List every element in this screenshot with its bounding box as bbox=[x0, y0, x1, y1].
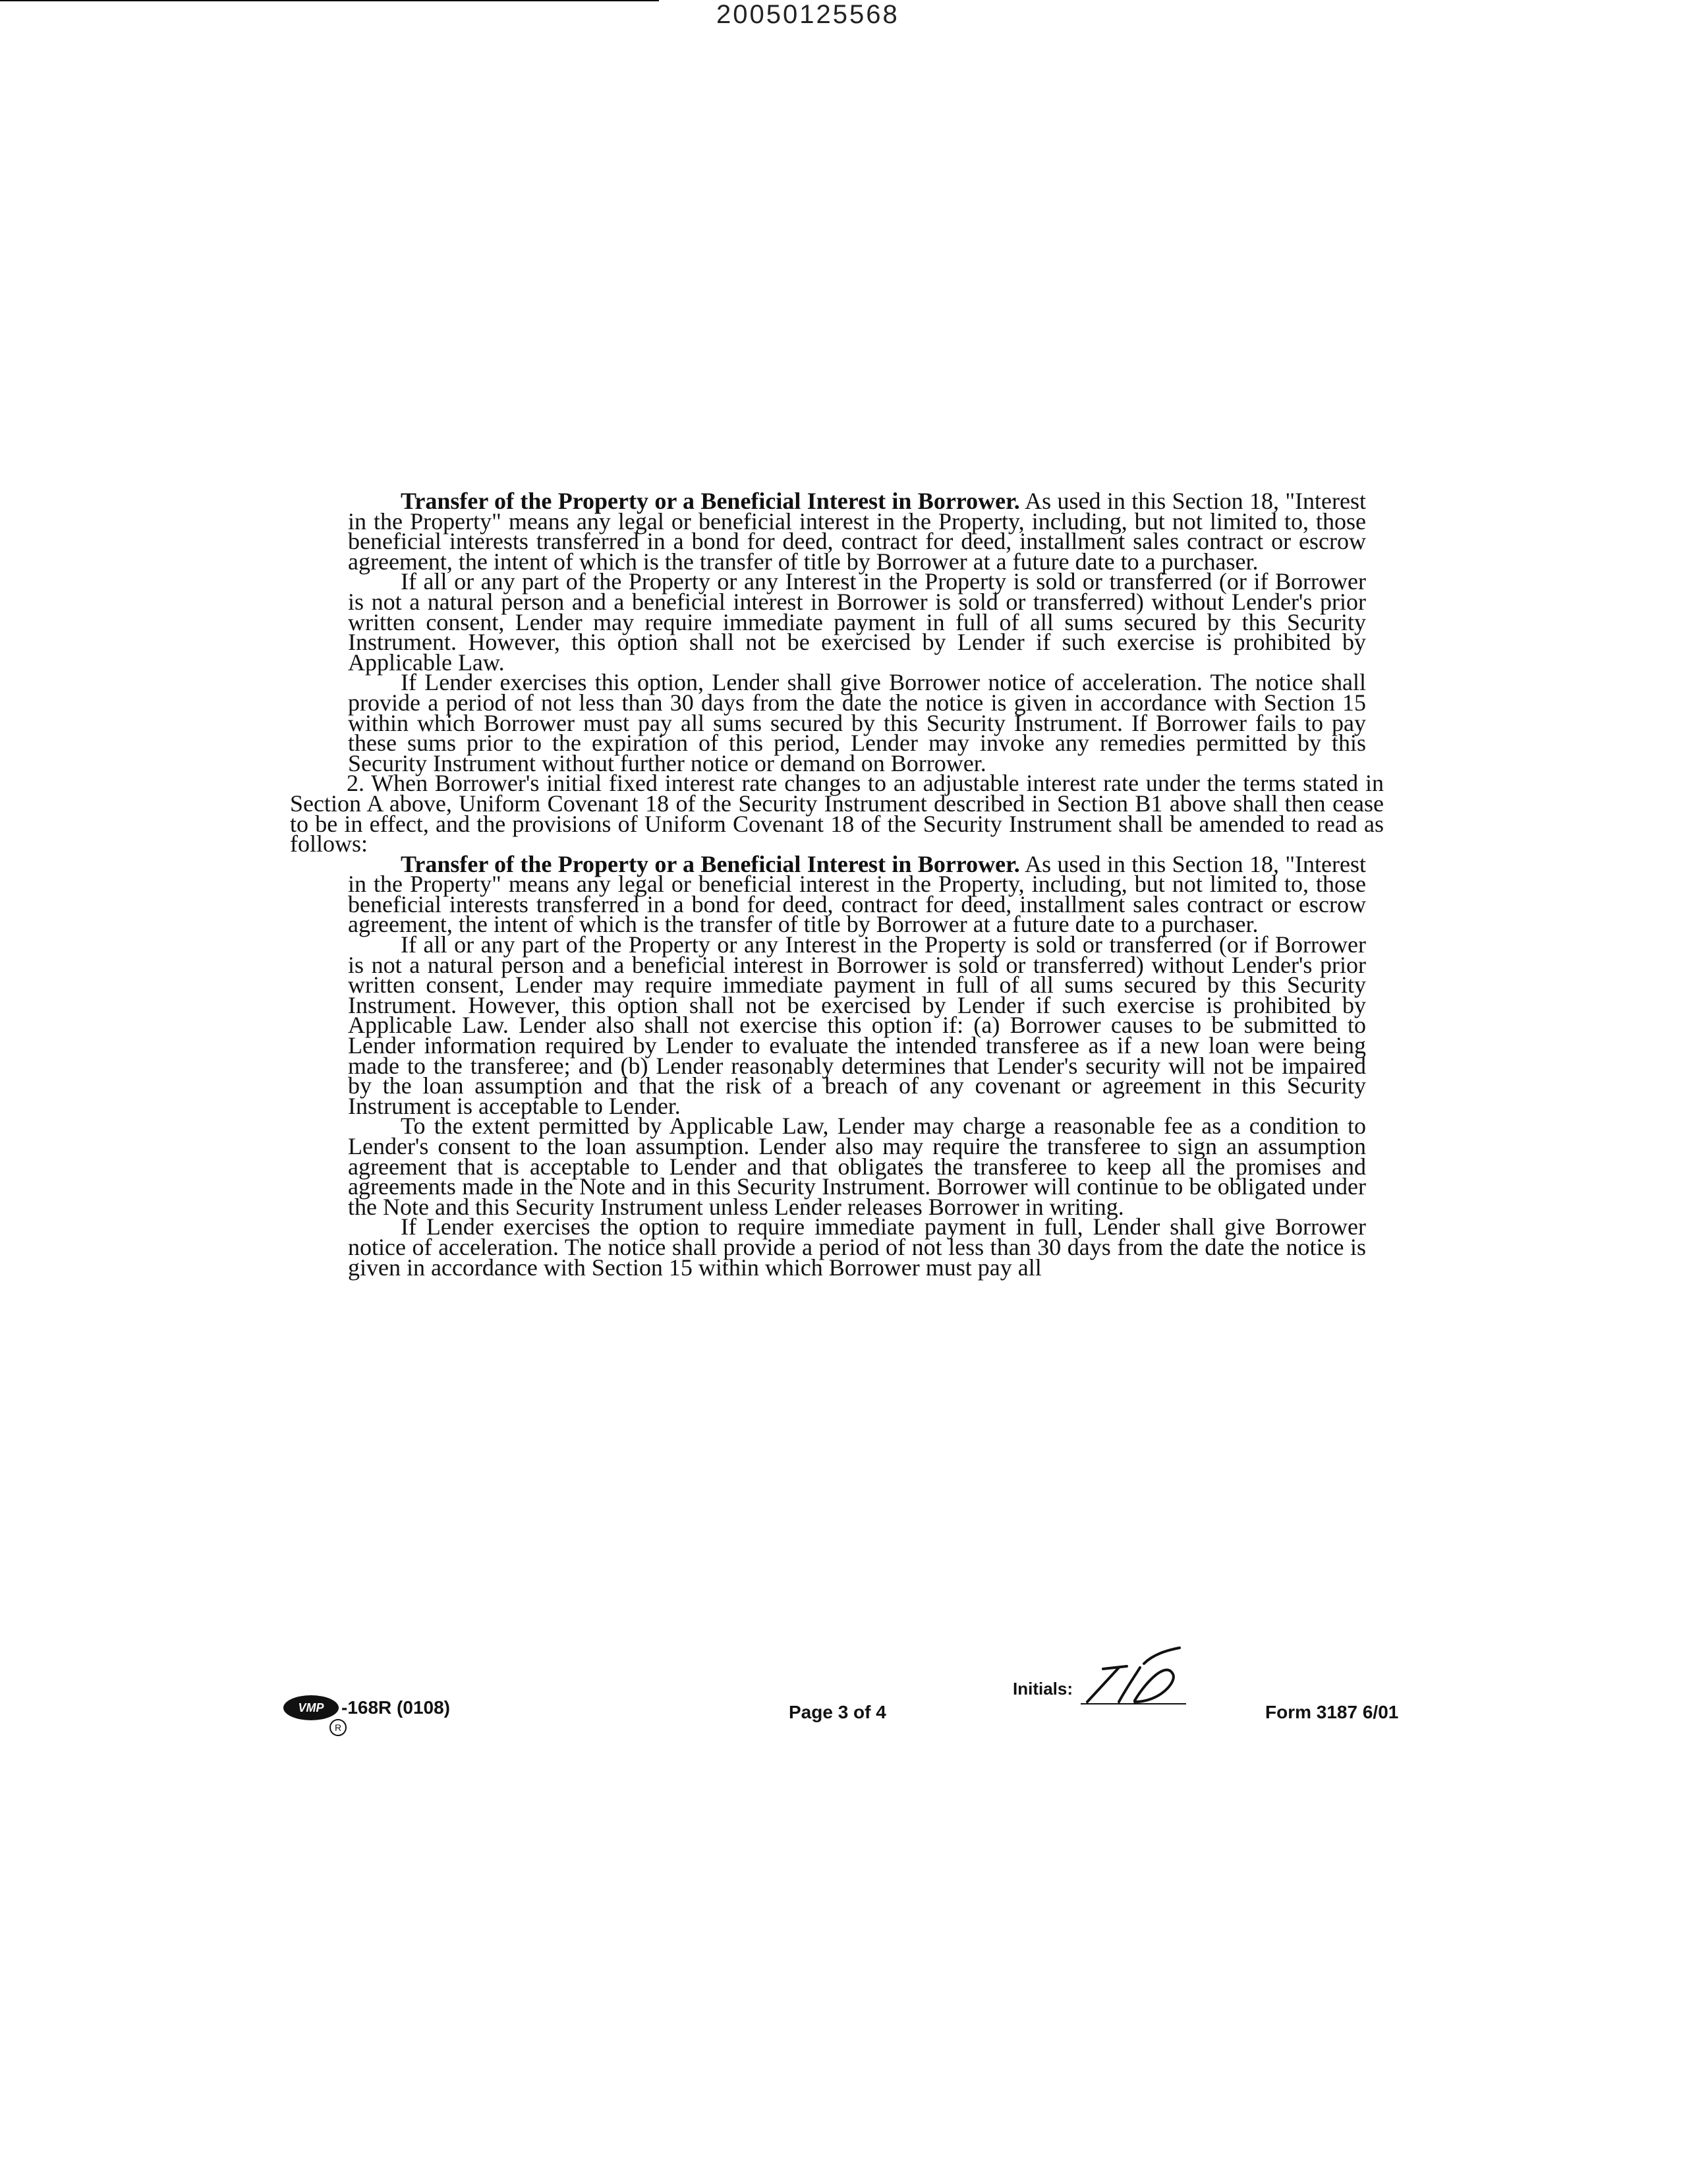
amended-paragraph-1-text: As used in this Section 18, "Interest in the Property" means any legal or beneficial interest in the Property, including, but not limited to, those beneficial interests transferred in a bond for deed, contract for deed, installment sales contract or escrow agreement, the intent of which is the transfer of title by Borrower at a future date to a purchaser. bbox=[348, 850, 1366, 938]
amended-paragraph-4: If Lender exercises the option to require immediate payment in full, Lender shall give Borrower notice of acceleration. The notice shall provide a period of not less than 30 days from the date the notice is given in accordance with Section 15 within which Borrower must pay all bbox=[348, 1213, 1366, 1281]
section18-paragraph-1-text: As used in this Section 18, "Interest in the Property" means any legal or beneficial interest in the Property, including, but not limited to, those beneficial interests transferred in a bond for deed, contract for deed, installment sales contract or escrow agreement, the intent of which is the transfer of title by Borrower at a future date to a purchaser. bbox=[348, 488, 1366, 575]
vmp-logo: VMP bbox=[283, 1695, 339, 1720]
initials-signature bbox=[1081, 1641, 1186, 1707]
amended-paragraph-1 bbox=[348, 850, 1366, 938]
initials-label: Initials: bbox=[1013, 1679, 1073, 1699]
section18-paragraph-2: If all or any part of the Property or any Interest in the Property is sold or transferred (or if Borrower is not a natural person and a beneficial interest in Borrower is sold or transferred) without Lender's prior written consent, Lender may require immediate payment in full of all sums secured by this Security Instrument. However, this option shall not be exercised by Lender if such exercise is prohibited by Applicable Law. bbox=[348, 568, 1366, 676]
page-number: Page 3 of 4 bbox=[789, 1702, 886, 1722]
amended-section-18 bbox=[348, 850, 1366, 1281]
amended-heading: Transfer of the Property or a Beneficial Interest in Borrower. bbox=[401, 850, 1020, 877]
document-number: 20050125568 bbox=[716, 0, 899, 29]
form-number: Form 3187 6/01 bbox=[1265, 1702, 1399, 1722]
item-2-paragraph bbox=[290, 770, 1384, 858]
top-rule bbox=[0, 0, 659, 1]
document-body bbox=[290, 488, 1384, 1281]
original-section-18 bbox=[348, 488, 1366, 776]
initials-line bbox=[1081, 1703, 1186, 1704]
item-2-number: 2. bbox=[347, 770, 364, 797]
registered-mark-icon: R bbox=[329, 1719, 347, 1736]
section18-paragraph-3: If Lender exercises this option, Lender shall give Borrower notice of acceleration. The notice shall provide a period of not less than 30 days from the date the notice is given in accordance with Section 15 within which Borrower must pay all sums secured by this Security Instrument. If Borrower fails to pay these sums prior to the expiration of this period, Lender may invoke any remedies permitted by this Security Instrument without further notice or demand on Borrower. bbox=[348, 669, 1366, 776]
amended-paragraph-3: To the extent permitted by Applicable Law, Lender may charge a reasonable fee as a condition to Lender's consent to the loan assumption. Lender also may require the transferee to sign an assumption agreement that is acceptable to Lender and that obligates the transferee to keep all the promises and agreements made in the Note and in this Security Instrument. Borrower will continue to be obligated under the Note and this Security Instrument unless Lender releases Borrower in writing. bbox=[348, 1113, 1366, 1220]
section18-paragraph-1 bbox=[348, 488, 1366, 575]
amended-paragraph-2: If all or any part of the Property or any Interest in the Property is sold or transferred (or if Borrower is not a natural person and a beneficial interest in Borrower is sold or transferred) without Lender's prior written consent, Lender may require immediate payment in full of all sums secured by this Security Instrument. However, this option shall not be exercised by Lender if such exercise is prohibited by Applicable Law. Lender also shall not exercise this option if: (a) Borrower causes to be submitted to Lender information required by Lender to evaluate the intended transferee as if a new loan were being made to the transferee; and (b) Lender reasonably determines that Lender's security will not be impaired by the loan assumption and that the risk of a breach of any covenant or agreement in this Security Instrument is acceptable to Lender. bbox=[348, 931, 1366, 1119]
form-code: -168R (0108) bbox=[341, 1697, 450, 1718]
section18-heading: Transfer of the Property or a Beneficial Interest in Borrower. bbox=[401, 488, 1020, 514]
item-2-text: When Borrower's initial fixed interest rate changes to an adjustable interest rate under the terms stated in Section A above, Uniform Covenant 18 of the Security Instrument described in Section B1 above shall then cease to be in effect, and the provisions of Uniform Covenant 18 of the Security Instrument shall be amended to read as follows: bbox=[290, 770, 1384, 858]
